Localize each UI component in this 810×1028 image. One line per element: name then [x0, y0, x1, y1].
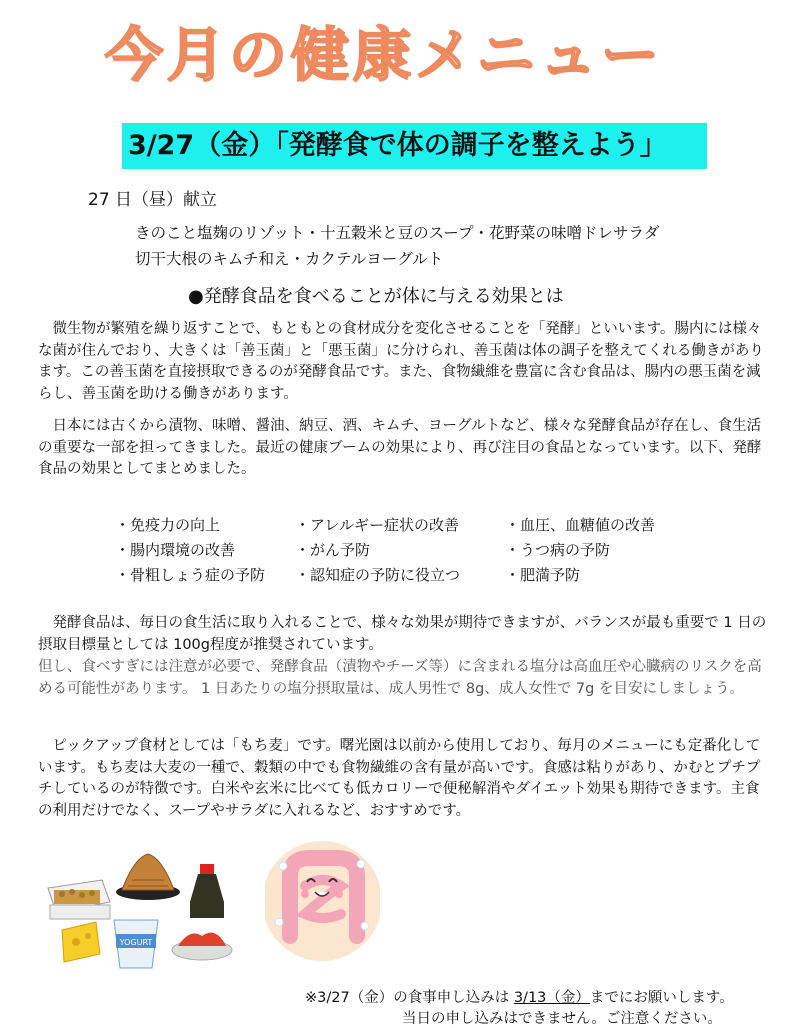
- miso-icon: [116, 854, 180, 900]
- page-title: 今月の健康メニュー: [105, 21, 664, 89]
- benefit-item: ・がん予防: [295, 541, 371, 559]
- soy-sauce-icon: [190, 864, 224, 918]
- paragraph-fermentation: 微生物が繁殖を繰り返すことで、もともとの食材成分を変化させることを「発酵」といいます。腸内には様々な菌が住んでおり、大きくは「善玉菌」と「悪玉菌」に分けられ、善玉菌は体の調子を整えてくれる働きがあります。この善玉菌を直接摂取できるのが発酵食品です。また、食物繊維を豊富に含む食品は、腸内の悪玉菌を減らし、善玉菌を助ける働きがあります。: [38, 321, 764, 403]
- benefit-item: ・血圧、血糖値の改善: [505, 516, 656, 534]
- benefit-item: ・腸内環境の改善: [115, 541, 236, 559]
- lunch-label: 27 日（昼）献立: [88, 190, 218, 210]
- menu-line-2: 切干大根のキムチ和え・カクテルヨーグルト: [135, 250, 444, 268]
- benefit-item: ・免疫力の向上: [115, 516, 221, 534]
- intestine-character-illustration: [265, 836, 380, 966]
- section-title: ●発酵食品を食べることが体に与える効果とは: [188, 286, 564, 307]
- deadline-date: 3/13（金）: [513, 990, 590, 1006]
- benefit-item: ・認知症の予防に役立つ: [295, 566, 461, 584]
- event-headline: 3/27（金）「発酵食で体の調子を整えよう」: [122, 123, 707, 169]
- kimchi-icon: [172, 933, 232, 960]
- menu-line-1: きのこと塩麹のリゾット・十五穀米と豆のスープ・花野菜の味噌ドレサラダ: [135, 224, 660, 242]
- order-deadline-notice: [305, 986, 734, 1007]
- paragraph-mochimugi: ピックアップ食材としては「もち麦」です。曙光園は以前から使用しており、毎月のメニューにも定番化しています。もち麦は大麦の一種で、穀類の中でも食物繊維の含有量が高いです。食感は粘りがあり、かむとプチプチしているのが特徴です。白米や玄米に比べても低カロリーで便秘解消やダイエット効果も期待できます。主食の利用だけでなく、スープやサラダに入れるなど、おすすめです。: [38, 738, 761, 820]
- paragraph-intake: 発酵食品は、毎日の食生活に取り入れることで、様々な効果が期待できますが、バランスが最も重要で 1 日の摂取目標量としては 100g程度が推奨されています。: [38, 615, 767, 653]
- cheese-icon: [62, 922, 100, 962]
- benefits-list: [115, 513, 715, 588]
- fermented-foods-illustration: [40, 850, 250, 975]
- benefit-item: ・アレルギー症状の改善: [295, 516, 460, 534]
- notice-text: までにお願いします。: [589, 990, 734, 1006]
- same-day-notice: 当日の申し込みはできません。ご注意ください。: [402, 1011, 722, 1027]
- benefit-item: ・うつ病の予防: [505, 541, 611, 559]
- benefits-row: [115, 538, 715, 563]
- benefits-row: [115, 513, 715, 538]
- benefit-item: ・骨粗しょう症の予防: [115, 566, 266, 584]
- yogurt-icon: [114, 920, 158, 968]
- natto-icon: [48, 880, 110, 919]
- paragraph-salt-warning: 但し、食べすぎには注意が必要で、発酵食品（漬物やチーズ等）に含まれる塩分は高血圧や心臓病のリスクを高める可能性があります。 1 日あたりの塩分摂取量は、成人男性で 8g、成人女性で 7g を目安にしましょう。: [38, 659, 762, 697]
- notice-text: ※3/27（金）の食事申し込みは: [305, 990, 514, 1006]
- yogurt-label: YOGURT: [119, 938, 153, 947]
- paragraph-japan-fermented: 日本には古くから漬物、味噌、醤油、納豆、酒、キムチ、ヨーグルトなど、様々な発酵食品が存在し、食生活の重要な一部を担ってきました。最近の健康ブームの効果により、再び注目の食品となっています。以下、発酵食品の効果としてまとめました。: [38, 418, 762, 478]
- benefits-row: [115, 563, 715, 588]
- benefit-item: ・肥満予防: [505, 566, 581, 584]
